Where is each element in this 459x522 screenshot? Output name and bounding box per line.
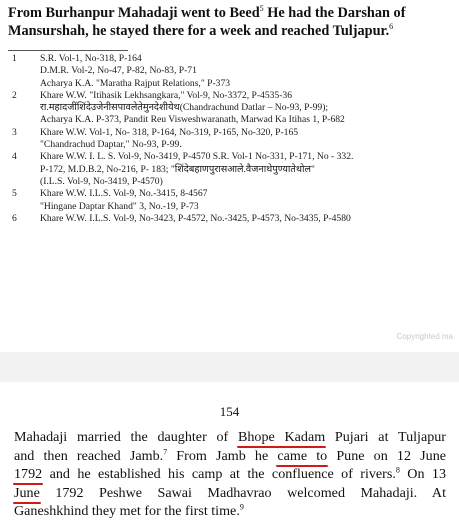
underlined-text: June bbox=[14, 484, 40, 501]
footnote-number: 1 bbox=[12, 53, 17, 64]
footnote-number: 2 bbox=[12, 89, 17, 101]
footnote-4 bbox=[12, 151, 448, 188]
text-span: and he established his camp at the confluence of rivers. bbox=[42, 466, 396, 482]
footnote-line: Khare W.W. I.L.S. Vol-9, No-3423, P-4572, No.-3425, P-4573, No-3435, P-4580 bbox=[40, 212, 351, 224]
text-span: Ganeshkhind they met for the first time. bbox=[14, 503, 240, 519]
footnote-line: Khare W.W. I. L. S. Vol-9, No-3419, P-4570 S.R. Vol-1 No-331, P-171, No - 332. bbox=[40, 151, 354, 163]
text-span: From Jamb he bbox=[167, 447, 278, 464]
page-gap bbox=[0, 352, 459, 382]
text-line bbox=[14, 502, 446, 521]
footnote-marker: 6 bbox=[389, 21, 394, 31]
text-line bbox=[14, 484, 446, 503]
footnote-number: 4 bbox=[12, 151, 17, 163]
page-number: 154 bbox=[219, 404, 240, 419]
footnote-line: Acharya K.A. P-373, Pandit Reu Visweshwaranath, Marwad Ka Itihas 1, P-682 bbox=[40, 114, 345, 126]
text-span: Pune on 12 June bbox=[327, 447, 446, 464]
text-span: He had the Darshan of bbox=[263, 5, 406, 21]
text-span: From Burhanpur Mahadaji went to Beed bbox=[8, 5, 260, 21]
footnote-6 bbox=[12, 213, 448, 225]
text-span: and then reached Jamb. bbox=[14, 447, 164, 464]
footnote-marker: 5 bbox=[259, 4, 264, 14]
footnote-number: 5 bbox=[12, 188, 17, 200]
footnote-5 bbox=[12, 188, 448, 213]
continued-paragraph bbox=[8, 5, 448, 40]
text-line bbox=[14, 465, 446, 484]
footnote-line: Khare W.W. Vol-1, No- 318, P-164, No-319, P-165, No-320, P-165 bbox=[40, 126, 299, 138]
footnote-line: Acharya K.A. "Maratha Rajput Relations," P-373 bbox=[40, 77, 231, 89]
footnote-2 bbox=[12, 90, 448, 127]
footnote-marker: 9 bbox=[239, 502, 244, 512]
footnote-line: (I.L.S. Vol-9, No-3419, P-4570) bbox=[40, 175, 163, 187]
footnote-line: D.M.R. Vol-2, No-47, P-82, No-83, P-71 bbox=[40, 65, 197, 77]
underlined-text: came to bbox=[277, 447, 328, 464]
copyright-watermark: Copyrighted ma bbox=[396, 332, 453, 341]
footnote-1 bbox=[12, 53, 448, 90]
text-span: On 13 bbox=[399, 466, 446, 482]
footnote-number: 3 bbox=[12, 126, 17, 138]
text-line bbox=[14, 447, 446, 466]
underlined-text: 1792 bbox=[14, 466, 43, 482]
footnote-number: 6 bbox=[12, 212, 17, 224]
footnote-line: Khare W.W. I.L.S. Vol-9, No.-3415, 8-4567 bbox=[40, 188, 208, 200]
text-line bbox=[14, 428, 446, 447]
text-span: Mahadaji married the daughter of bbox=[14, 429, 238, 445]
footnote-line: रा.महादजींशिंदेउजेनीसपावलेतेमुनदेशीयेथ(Chandrachund Datlar – No-93, P-99); bbox=[40, 102, 329, 114]
footnote-line: "Hingane Daptar Khand" 3, No.-19, P-73 bbox=[40, 200, 199, 212]
text-span: Pujari at Tuljapur bbox=[325, 429, 446, 445]
footnotes-list bbox=[12, 53, 448, 225]
footnote-line: P-172, M.D.B.2, No-216, P- 183; "शिंदेबहाणपुरासआले.वैजनाथेपुण्यातेथोल" bbox=[40, 163, 315, 175]
footnote-line: "Chandrachud Daptar," No-93, P-99. bbox=[40, 139, 182, 151]
footnote-3 bbox=[12, 127, 448, 152]
footnote-marker: 8 bbox=[395, 465, 400, 475]
body-paragraph bbox=[14, 428, 446, 521]
text-line bbox=[8, 23, 448, 41]
footnote-divider bbox=[8, 50, 128, 51]
footnote-marker: 7 bbox=[163, 446, 168, 456]
underlined-text: Bhope Kadam bbox=[237, 429, 326, 445]
text-span: Mansurshah, he stayed there for a week and reached Tuljapur. bbox=[8, 22, 390, 39]
text-line bbox=[8, 5, 448, 23]
text-span: 1792 Peshwe Sawai Madhavrao welcomed Mahadaji. At bbox=[39, 484, 446, 501]
footnote-line: Khare W.W. "Itihasik Lekhsangkara," Vol-9, No-3372, P-4535-36 bbox=[40, 89, 292, 101]
footnote-line: S.R. Vol-1, No-318, P-164 bbox=[40, 53, 142, 64]
